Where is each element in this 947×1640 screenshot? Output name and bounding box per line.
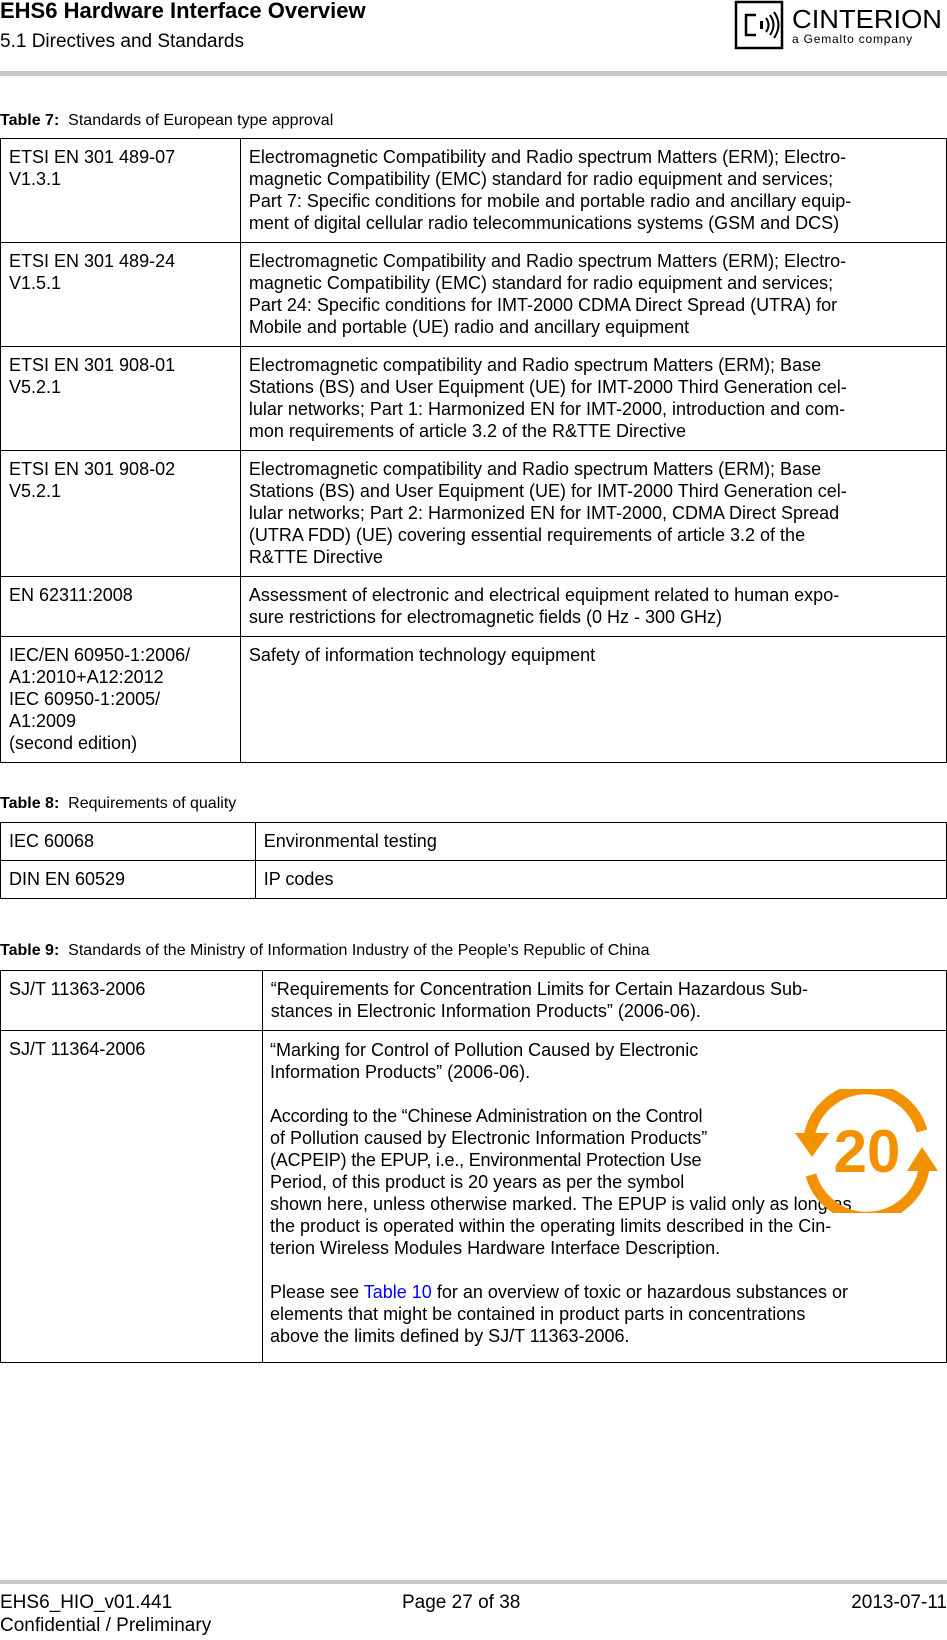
table-row (1, 139, 947, 243)
description-cell: IP codes (255, 861, 946, 899)
table8 (0, 822, 947, 899)
cinterion-logo (734, 0, 947, 54)
epup-text-line: According to the “Chinese Administration on the Control (270, 1106, 703, 1126)
table-row (1, 243, 947, 347)
standard-cell: EN 62311:2008 (1, 577, 241, 637)
epup-text-line: elements that might be contained in product parts in concentrations (270, 1304, 806, 1324)
description-cell: Assessment of electronic and electrical equipment related to human expo- sure restrictions for electromagnetic fields (0 Hz - 300 GHz) (240, 577, 946, 637)
standard-cell: IEC/EN 60950-1:2006/ A1:2010+A12:2012 IEC 60950-1:2005/ A1:2009 (second edition) (1, 637, 241, 763)
footer-date: 2013-07-11 (851, 1592, 947, 1613)
epup-20-years-icon (795, 1089, 938, 1213)
description-cell: Electromagnetic Compatibility and Radio spectrum Matters (ERM); Electro- magnetic Compatibility (EMC) standard for radio equipment and services; Part 24: Specific conditions for IMT-2000 CDMA Direct Spread (UTRA) for Mobile and portable (UE) radio and ancillary equipment (240, 243, 946, 347)
epup-text-line: Period, of this product is 20 years as per the symbol (270, 1172, 685, 1192)
table-row (1, 637, 947, 763)
standard-cell: ETSI EN 301 489-24 V1.5.1 (1, 243, 241, 347)
table-row (1, 971, 947, 1031)
table7 (0, 138, 947, 763)
epup-title-line: Information Products” (2006-06). (270, 1062, 531, 1082)
standard-cell: DIN EN 60529 (1, 861, 256, 899)
logo-brand: CINTERION (792, 4, 942, 34)
epup-text-line: above the limits defined by SJ/T 11363-2006. (270, 1326, 630, 1346)
section-title: 5.1 Directives and Standards (0, 31, 244, 52)
standard-cell: ETSI EN 301 908-02 V5.2.1 (1, 451, 241, 577)
epup-text-line: shown here, unless otherwise marked. The EPUP is valid only as long as (270, 1194, 852, 1214)
table7-caption: Table 7: Standards of European type approval (0, 112, 334, 129)
standard-cell: ETSI EN 301 489-07 V1.3.1 (1, 139, 241, 243)
standard-cell: SJ/T 11363-2006 (1, 971, 263, 1031)
description-cell: Electromagnetic Compatibility and Radio spectrum Matters (ERM); Electro- magnetic Compatibility (EMC) standard for radio equipment and services; Part 7: Specific conditions for mobile and portable radio and ancillary equip- ment of digital cellular radio telecommunications systems (GSM and DCS) (240, 139, 946, 243)
description-cell: Safety of information technology equipment (240, 637, 946, 763)
logo-frame (736, 2, 782, 48)
epup-text-line: terion Wireless Modules Hardware Interface Description. (270, 1238, 721, 1258)
description-cell: Electromagnetic compatibility and Radio spectrum Matters (ERM); Base Stations (BS) and User Equipment (UE) for IMT-2000 Third Generation cel- lular networks; Part 1: Harmonized EN for IMT-2000, introduction and com- mon requirements of article 3.2 of the R&TTE Directive (240, 347, 946, 451)
document-title: EHS6 Hardware Interface Overview (0, 0, 366, 23)
standard-cell: ETSI EN 301 908-01 V5.2.1 (1, 347, 241, 451)
table-row (1, 347, 947, 451)
see-table-line: Please see Table 10 for an overview of toxic or hazardous substances or (270, 1282, 849, 1302)
epup-title-line: “Marking for Control of Pollution Caused by Electronic (270, 1040, 699, 1060)
table-row (1, 861, 947, 899)
footer-page-number: Page 27 of 38 (402, 1592, 521, 1613)
footer-confidentiality: Confidential / Preliminary (0, 1615, 212, 1636)
table-row (1, 577, 947, 637)
table-10-link[interactable]: Table 10 (363, 1282, 432, 1302)
header-rule (0, 71, 947, 76)
logo-tagline: a Gemalto company (792, 32, 913, 46)
epup-text-line: of Pollution caused by Electronic Information Products” (270, 1128, 708, 1148)
description-cell: “Requirements for Concentration Limits for Certain Hazardous Sub- stances in Electronic Information Products” (2006-06). (262, 971, 946, 1031)
epup-years-number: 20 (833, 1118, 901, 1185)
table9-caption: Table 9: Standards of the Ministry of Information Industry of the People’s Republic of China (0, 942, 650, 959)
description-cell: Electromagnetic compatibility and Radio spectrum Matters (ERM); Base Stations (BS) and User Equipment (UE) for IMT-2000 Third Generation cel- lular networks; Part 2: Harmonized EN for IMT-2000, CDMA Direct Spread (UTRA FDD) (UE) covering essential requirements of article 3.2 of the R&TTE Directive (240, 451, 946, 577)
table-row (1, 451, 947, 577)
table-row (1, 823, 947, 861)
footer-rule (0, 1580, 947, 1584)
table8-caption: Table 8: Requirements of quality (0, 795, 237, 812)
footer-doc-id: EHS6_HIO_v01.441 (0, 1592, 173, 1613)
standard-cell: SJ/T 11364-2006 (1, 1031, 263, 1363)
standard-cell: IEC 60068 (1, 823, 256, 861)
description-cell: Environmental testing (255, 823, 946, 861)
epup-text-line: (ACPEIP) the EPUP, i.e., Environmental Protection Use (270, 1150, 702, 1170)
epup-text-line: the product is operated within the operating limits described in the Cin- (270, 1216, 832, 1236)
